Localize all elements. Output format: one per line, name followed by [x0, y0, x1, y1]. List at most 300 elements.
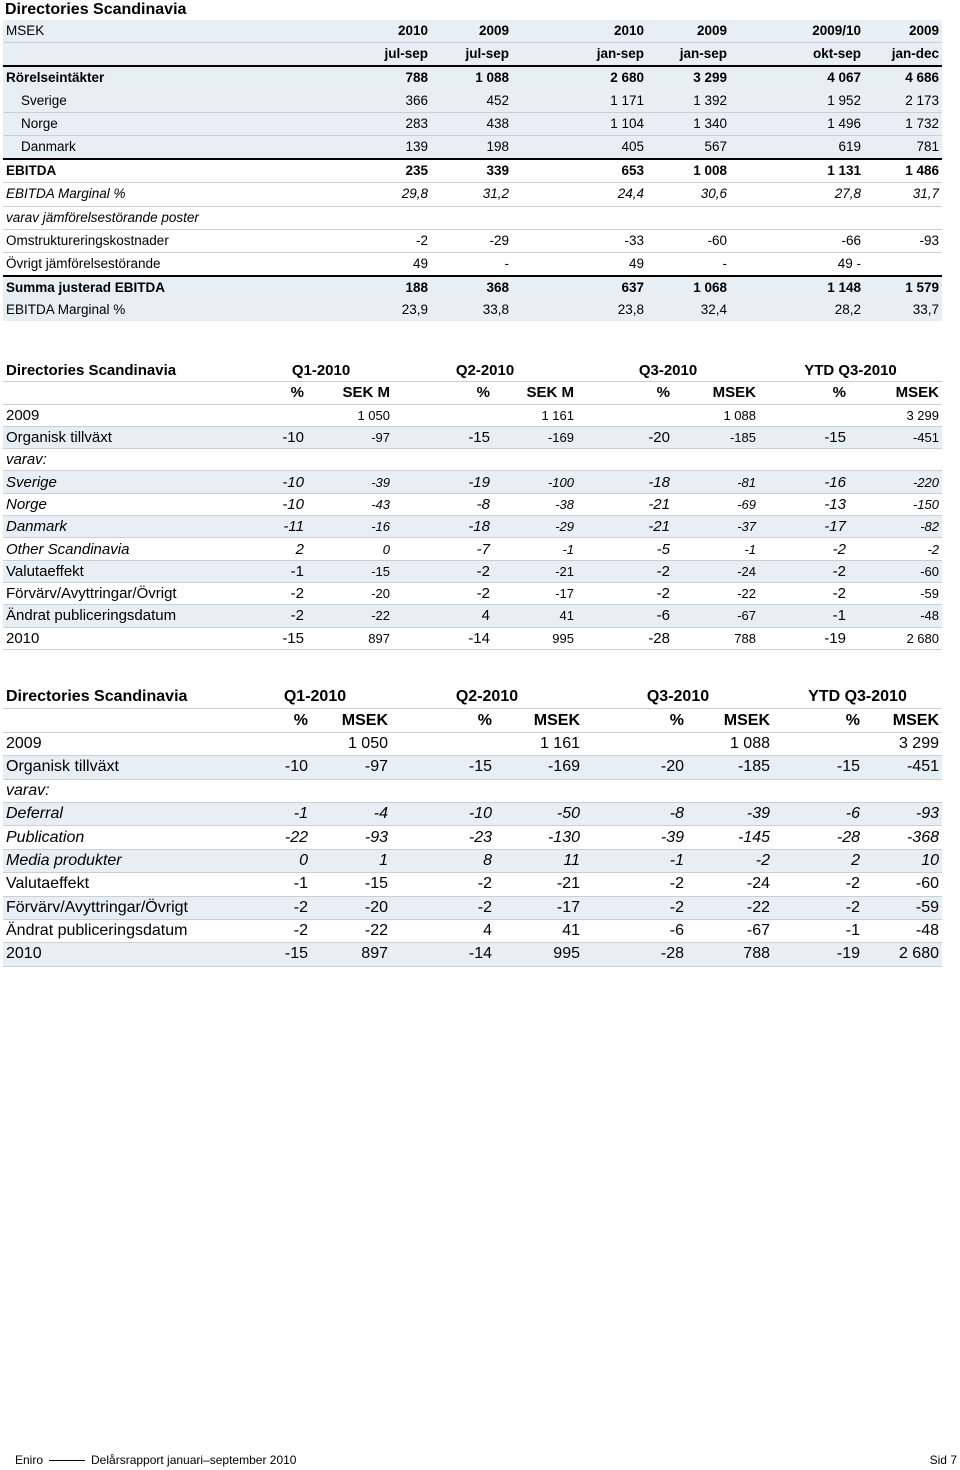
value-cell: -130 — [495, 826, 583, 849]
value-cell — [391, 779, 495, 802]
table-row — [3, 516, 942, 538]
table-row — [3, 802, 942, 825]
value-cell: -21 — [577, 516, 673, 538]
value-cell: 1 392 — [647, 90, 730, 113]
value-cell: -2 — [393, 560, 493, 582]
value-cell: -2 — [759, 582, 849, 604]
value-cell: 49 - — [730, 252, 864, 276]
value-cell: 1 732 — [864, 112, 942, 135]
value-cell: -20 — [307, 582, 393, 604]
value-cell: -15 — [239, 943, 311, 966]
value-cell: 1 579 — [864, 276, 942, 299]
table-row — [3, 299, 942, 321]
value-cell: -220 — [849, 471, 942, 493]
value-cell: -37 — [673, 516, 759, 538]
value-cell — [773, 732, 863, 755]
value-cell: 995 — [493, 627, 577, 649]
row-label: Organisk tillväxt — [3, 756, 239, 779]
value-cell: -22 — [311, 919, 391, 942]
value-cell: -22 — [673, 582, 759, 604]
value-cell: -22 — [307, 605, 393, 627]
value-cell — [759, 404, 849, 426]
value-cell: 1 104 — [512, 112, 647, 135]
value-cell: 4 — [393, 605, 493, 627]
value-cell: -10 — [249, 493, 307, 515]
value-cell: 24,4 — [512, 183, 647, 206]
table-row — [3, 826, 942, 849]
value-cell: -8 — [583, 802, 687, 825]
value-cell: -21 — [495, 873, 583, 896]
table-row — [3, 849, 942, 872]
table-row — [3, 90, 942, 113]
value-cell: -1 — [493, 538, 577, 560]
period-header: okt-sep — [730, 43, 864, 67]
value-cell: 567 — [647, 135, 730, 159]
value-cell: -14 — [393, 627, 493, 649]
period-header: Q2-2010 — [391, 686, 583, 709]
value-cell: -60 — [647, 229, 730, 252]
value-cell: 4 — [391, 919, 495, 942]
table-row — [3, 896, 942, 919]
period-header: jan-dec — [864, 43, 942, 67]
value-cell: 235 — [343, 159, 431, 183]
value-cell: - — [647, 252, 730, 276]
value-cell: 653 — [512, 159, 647, 183]
row-label: Valutaeffekt — [3, 560, 249, 582]
value-cell: -33 — [512, 229, 647, 252]
value-cell — [773, 779, 863, 802]
value-cell: 11 — [495, 849, 583, 872]
value-cell — [687, 779, 773, 802]
value-cell: 188 — [343, 276, 431, 299]
table-row — [3, 943, 942, 966]
value-cell — [673, 449, 759, 471]
year-header: 2010 — [512, 20, 647, 43]
value-cell — [239, 732, 311, 755]
value-cell: -2 — [583, 896, 687, 919]
row-label: 2009 — [3, 732, 239, 755]
value-cell: 897 — [307, 627, 393, 649]
unit-label: MSEK — [3, 20, 343, 43]
value-cell: 1 088 — [673, 404, 759, 426]
value-cell: -19 — [759, 627, 849, 649]
period-header: jul-sep — [343, 43, 431, 67]
value-cell: -17 — [759, 516, 849, 538]
value-cell: -24 — [687, 873, 773, 896]
unit-header: % — [249, 382, 307, 404]
page-number: Sid 7 — [929, 1453, 957, 1467]
value-cell: -1 — [239, 873, 311, 896]
table-row — [3, 229, 942, 252]
value-cell: -2 — [773, 896, 863, 919]
value-cell: 283 — [343, 112, 431, 135]
value-cell: 198 — [431, 135, 512, 159]
period-header: jul-sep — [431, 43, 512, 67]
period-header: Q2-2010 — [393, 360, 577, 382]
value-cell: -2 — [239, 896, 311, 919]
value-cell: 452 — [431, 90, 512, 113]
value-cell: -145 — [687, 826, 773, 849]
value-cell: -16 — [307, 516, 393, 538]
page-footer — [15, 1450, 957, 1470]
value-cell: 788 — [343, 66, 431, 89]
period-header: Q1-2010 — [239, 686, 391, 709]
value-cell: -59 — [863, 896, 942, 919]
value-cell — [311, 779, 391, 802]
value-cell: -100 — [493, 471, 577, 493]
value-cell: -67 — [673, 605, 759, 627]
value-cell: 995 — [495, 943, 583, 966]
row-label: Deferral — [3, 802, 239, 825]
year-header: 2009/10 — [730, 20, 864, 43]
value-cell: 3 299 — [849, 404, 942, 426]
value-cell: -2 — [759, 560, 849, 582]
table-row — [3, 112, 942, 135]
value-cell: 33,8 — [431, 299, 512, 321]
value-cell: 8 — [391, 849, 495, 872]
value-cell — [343, 206, 431, 229]
unit-header: MSEK — [863, 709, 942, 732]
value-cell: -2 — [343, 229, 431, 252]
header-periods-row — [3, 360, 942, 382]
unit-header: MSEK — [849, 382, 942, 404]
value-cell — [583, 732, 687, 755]
value-cell: -22 — [687, 896, 773, 919]
header-units-row — [3, 382, 942, 404]
value-cell — [863, 779, 942, 802]
row-label: Media produkter — [3, 849, 239, 872]
value-cell: -2 — [239, 919, 311, 942]
row-label: varav: — [3, 779, 239, 802]
value-cell: -39 — [687, 802, 773, 825]
period-header: jan-sep — [647, 43, 730, 67]
table-row — [3, 919, 942, 942]
value-cell: 1 161 — [493, 404, 577, 426]
period-header: Q3-2010 — [583, 686, 773, 709]
value-cell: -451 — [849, 426, 942, 448]
blank-cell — [3, 382, 249, 404]
value-cell: 637 — [512, 276, 647, 299]
value-cell: - — [431, 252, 512, 276]
value-cell: -29 — [431, 229, 512, 252]
period-header: jan-sep — [512, 43, 647, 67]
value-cell: -97 — [307, 426, 393, 448]
value-cell: -48 — [863, 919, 942, 942]
value-cell: -185 — [673, 426, 759, 448]
value-cell: -20 — [583, 756, 687, 779]
header-units-row — [3, 709, 942, 732]
table1-title: Directories Scandinavia — [5, 1, 187, 18]
value-cell: -28 — [773, 826, 863, 849]
value-cell: -169 — [495, 756, 583, 779]
value-cell: 139 — [343, 135, 431, 159]
value-cell: -1 — [249, 560, 307, 582]
value-cell: 28,2 — [730, 299, 864, 321]
value-cell: 23,8 — [512, 299, 647, 321]
value-cell: 0 — [307, 538, 393, 560]
table-row — [3, 560, 942, 582]
growth-by-country-table — [3, 360, 942, 650]
footer-separator — [49, 1460, 85, 1461]
value-cell — [393, 404, 493, 426]
value-cell: 4 067 — [730, 66, 864, 89]
value-cell: 1 068 — [647, 276, 730, 299]
value-cell: -10 — [391, 802, 495, 825]
unit-header: % — [773, 709, 863, 732]
value-cell: 788 — [687, 943, 773, 966]
value-cell: -60 — [849, 560, 942, 582]
period-header: Q3-2010 — [577, 360, 759, 382]
value-cell: 27,8 — [730, 183, 864, 206]
footer-company: Eniro — [15, 1453, 44, 1467]
value-cell: -15 — [393, 426, 493, 448]
value-cell: -43 — [307, 493, 393, 515]
value-cell: -150 — [849, 493, 942, 515]
table-row — [3, 627, 942, 649]
value-cell: -67 — [687, 919, 773, 942]
value-cell: -48 — [849, 605, 942, 627]
unit-header: % — [759, 382, 849, 404]
value-cell: 366 — [343, 90, 431, 113]
row-label: Förvärv/Avyttringar/Övrigt — [3, 582, 249, 604]
value-cell: -14 — [391, 943, 495, 966]
value-cell: -8 — [393, 493, 493, 515]
value-cell: -15 — [249, 627, 307, 649]
value-cell: -16 — [759, 471, 849, 493]
header-periods-row — [3, 43, 942, 67]
value-cell — [249, 449, 307, 471]
table-row — [3, 426, 942, 448]
header-years-row — [3, 20, 942, 43]
value-cell: -2 — [577, 582, 673, 604]
row-label: EBITDA Marginal % — [3, 299, 343, 321]
value-cell: -93 — [864, 229, 942, 252]
value-cell — [583, 779, 687, 802]
value-cell: -82 — [849, 516, 942, 538]
table-row — [3, 582, 942, 604]
unit-header: MSEK — [495, 709, 583, 732]
value-cell: -185 — [687, 756, 773, 779]
value-cell: -7 — [393, 538, 493, 560]
value-cell: -18 — [577, 471, 673, 493]
table-row — [3, 756, 942, 779]
value-cell — [391, 732, 495, 755]
value-cell — [493, 449, 577, 471]
row-label: 2010 — [3, 627, 249, 649]
value-cell: -1 — [773, 919, 863, 942]
table-row — [3, 732, 942, 755]
value-cell: -15 — [311, 873, 391, 896]
table-row — [3, 252, 942, 276]
value-cell — [577, 449, 673, 471]
year-header: 2009 — [647, 20, 730, 43]
value-cell: 41 — [495, 919, 583, 942]
value-cell: -19 — [393, 471, 493, 493]
value-cell: -13 — [759, 493, 849, 515]
value-cell: 788 — [673, 627, 759, 649]
unit-header: % — [239, 709, 311, 732]
table-row — [3, 404, 942, 426]
value-cell: -17 — [495, 896, 583, 919]
value-cell: 2 — [773, 849, 863, 872]
row-label: Norge — [3, 112, 343, 135]
value-cell — [849, 449, 942, 471]
value-cell — [647, 206, 730, 229]
value-cell: 41 — [493, 605, 577, 627]
value-cell: -2 — [577, 560, 673, 582]
table-row — [3, 135, 942, 159]
blank-cell — [3, 43, 343, 67]
value-cell: -60 — [863, 873, 942, 896]
value-cell: -6 — [583, 919, 687, 942]
value-cell: -5 — [577, 538, 673, 560]
table-row — [3, 449, 942, 471]
unit-header: SEK M — [493, 382, 577, 404]
value-cell — [577, 404, 673, 426]
table-title: Directories Scandinavia — [3, 686, 239, 709]
value-cell: 1 171 — [512, 90, 647, 113]
value-cell: -39 — [307, 471, 393, 493]
value-cell: -19 — [773, 943, 863, 966]
value-cell: -20 — [577, 426, 673, 448]
year-header: 2009 — [431, 20, 512, 43]
value-cell: -2 — [773, 873, 863, 896]
row-label: Omstruktureringskostnader — [3, 229, 343, 252]
value-cell: -23 — [391, 826, 495, 849]
value-cell: -2 — [583, 873, 687, 896]
table-row — [3, 183, 942, 206]
value-cell: 1 008 — [647, 159, 730, 183]
value-cell: 1 050 — [307, 404, 393, 426]
value-cell: 1 496 — [730, 112, 864, 135]
value-cell: -6 — [577, 605, 673, 627]
value-cell: -59 — [849, 582, 942, 604]
value-cell — [759, 449, 849, 471]
value-cell: -93 — [311, 826, 391, 849]
row-label: EBITDA — [3, 159, 343, 183]
value-cell — [495, 779, 583, 802]
row-label: Danmark — [3, 516, 249, 538]
table-row — [3, 493, 942, 515]
growth-by-product-table — [3, 686, 942, 967]
value-cell: -10 — [249, 471, 307, 493]
row-label: Sverige — [3, 90, 343, 113]
row-label: varav jämförelsestörande poster — [3, 206, 343, 229]
value-cell: 31,2 — [431, 183, 512, 206]
value-cell: -2 — [391, 896, 495, 919]
blank-cell — [3, 709, 239, 732]
value-cell: -69 — [673, 493, 759, 515]
row-label: Norge — [3, 493, 249, 515]
table-row — [3, 605, 942, 627]
year-header: 2010 — [343, 20, 431, 43]
value-cell: 368 — [431, 276, 512, 299]
value-cell: -15 — [773, 756, 863, 779]
row-label: Övrigt jämförelsestörande — [3, 252, 343, 276]
value-cell: -18 — [393, 516, 493, 538]
value-cell: -22 — [239, 826, 311, 849]
value-cell: -4 — [311, 802, 391, 825]
value-cell: -29 — [493, 516, 577, 538]
unit-header: MSEK — [311, 709, 391, 732]
value-cell: -17 — [493, 582, 577, 604]
value-cell: -1 — [583, 849, 687, 872]
value-cell: -10 — [239, 756, 311, 779]
value-cell: 1 486 — [864, 159, 942, 183]
value-cell: 339 — [431, 159, 512, 183]
table-row — [3, 206, 942, 229]
value-cell: 1 — [311, 849, 391, 872]
value-cell: 3 299 — [647, 66, 730, 89]
unit-header: SEK M — [307, 382, 393, 404]
value-cell: 2 680 — [863, 943, 942, 966]
value-cell: 1 952 — [730, 90, 864, 113]
period-header: YTD Q3-2010 — [759, 360, 942, 382]
value-cell: -11 — [249, 516, 307, 538]
value-cell: 49 — [512, 252, 647, 276]
value-cell — [864, 206, 942, 229]
row-label: Ändrat publiceringsdatum — [3, 605, 249, 627]
value-cell: 4 686 — [864, 66, 942, 89]
unit-header: MSEK — [673, 382, 759, 404]
value-cell: 1 050 — [311, 732, 391, 755]
period-header: Q1-2010 — [249, 360, 393, 382]
row-label: Ändrat publiceringsdatum — [3, 919, 239, 942]
row-label: Other Scandinavia — [3, 538, 249, 560]
value-cell: 2 680 — [512, 66, 647, 89]
header-periods-row — [3, 686, 942, 709]
value-cell: -2 — [249, 582, 307, 604]
value-cell: -2 — [391, 873, 495, 896]
table-row — [3, 873, 942, 896]
value-cell — [512, 206, 647, 229]
value-cell: 2 680 — [849, 627, 942, 649]
value-cell: 1 340 — [647, 112, 730, 135]
value-cell — [431, 206, 512, 229]
value-cell: 781 — [864, 135, 942, 159]
value-cell: -2 — [759, 538, 849, 560]
value-cell: -24 — [673, 560, 759, 582]
row-label: Förvärv/Avyttringar/Övrigt — [3, 896, 239, 919]
value-cell: 32,4 — [647, 299, 730, 321]
value-cell — [239, 779, 311, 802]
value-cell: -38 — [493, 493, 577, 515]
period-header: YTD Q3-2010 — [773, 686, 942, 709]
value-cell: 405 — [512, 135, 647, 159]
table-row — [3, 538, 942, 560]
value-cell: -368 — [863, 826, 942, 849]
table-row — [3, 779, 942, 802]
value-cell: 33,7 — [864, 299, 942, 321]
row-label: Danmark — [3, 135, 343, 159]
value-cell: 31,7 — [864, 183, 942, 206]
value-cell: -28 — [583, 943, 687, 966]
table-row — [3, 471, 942, 493]
row-label: Sverige — [3, 471, 249, 493]
row-label: Publication — [3, 826, 239, 849]
value-cell: -93 — [863, 802, 942, 825]
value-cell: -66 — [730, 229, 864, 252]
table-row — [3, 159, 942, 183]
table-row — [3, 66, 942, 89]
value-cell: -28 — [577, 627, 673, 649]
row-label: Rörelseintäkter — [3, 66, 343, 89]
value-cell: -10 — [249, 426, 307, 448]
row-label: 2010 — [3, 943, 239, 966]
value-cell: -1 — [759, 605, 849, 627]
value-cell: -169 — [493, 426, 577, 448]
table-row — [3, 276, 942, 299]
